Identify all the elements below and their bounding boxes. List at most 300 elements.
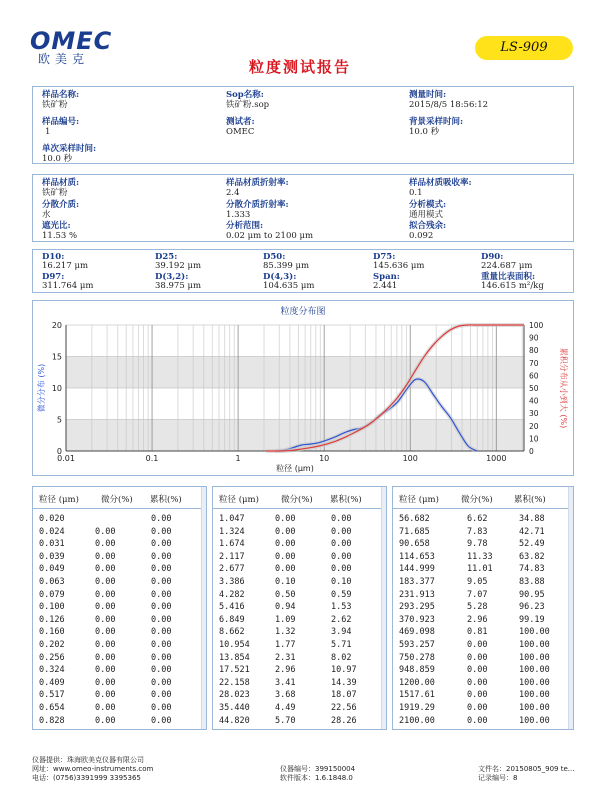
cell-cumulative: 100.00	[519, 652, 550, 663]
absorption-value: 0.1	[409, 188, 423, 198]
specific-surface-area-label: 重量比表面积:	[481, 272, 536, 282]
dispersant-value: 水	[42, 210, 51, 220]
cell-cumulative: 0.00	[331, 514, 352, 524]
table-row	[393, 690, 573, 702]
footer-version: 软件版本：1.6.1848.0	[280, 774, 353, 782]
table-row	[393, 590, 573, 602]
bg-time-value: 10.0 秒	[409, 127, 440, 137]
cell-cumulative: 100.00	[519, 665, 550, 676]
cell-size: 114.653	[399, 551, 435, 562]
cell-cumulative: 0.00	[331, 539, 352, 550]
header-size: 粒径 (μm)	[219, 495, 259, 505]
table-row	[213, 690, 386, 702]
data-table-3[interactable]	[392, 486, 574, 730]
cell-size: 144.999	[399, 564, 435, 575]
cell-cumulative: 0.00	[331, 526, 352, 537]
table-header	[33, 487, 206, 509]
cell-size: 1517.61	[399, 690, 435, 701]
sop-name-label: Sop名称:	[226, 90, 264, 100]
footer-provider: 仪器提供：珠海欧美克仪器有限公司	[32, 756, 144, 764]
cell-differential: 0.00	[95, 665, 116, 676]
dispersant-ri-label: 分散介质折射率:	[226, 200, 289, 210]
cell-differential: 4.49	[275, 703, 296, 713]
cell-differential: 0.00	[467, 665, 488, 676]
absorption-label: 样品材质吸收率:	[409, 178, 472, 188]
table-row	[33, 716, 206, 728]
table-row	[33, 640, 206, 652]
table-row	[213, 539, 386, 551]
y2-tick-label: 50	[529, 384, 539, 393]
cell-size: 0.160	[39, 627, 65, 638]
cell-cumulative: 34.88	[519, 514, 545, 524]
cell-cumulative: 0.10	[331, 577, 352, 587]
cell-cumulative: 0.00	[151, 677, 172, 688]
cell-size: 593.257	[399, 640, 435, 650]
footer-serial: 仪器编号：399150004	[280, 765, 356, 773]
cell-cumulative: 83.88	[519, 577, 545, 587]
header-cumulative: 累积(%)	[330, 495, 362, 505]
cell-differential: 0.00	[95, 551, 116, 562]
y2-tick-label: 20	[529, 421, 539, 431]
y2-tick-label: 80	[529, 346, 539, 356]
x-tick-label: 0.1	[145, 454, 159, 463]
x-tick-label: 0.01	[57, 454, 75, 463]
cell-size: 1.324	[219, 526, 245, 537]
d32-value: 38.975 μm	[155, 281, 202, 291]
logo-chinese: 欧美克	[38, 52, 90, 66]
table-row	[393, 716, 573, 728]
analysis-range-value: 0.02 μm to 2100 μm	[226, 231, 314, 241]
cell-size: 2100.00	[399, 715, 435, 726]
cell-size: 35.440	[219, 703, 250, 713]
footer-right	[478, 756, 574, 783]
cell-differential: 0.00	[275, 564, 296, 575]
cell-size: 1.047	[219, 514, 245, 524]
header-differential: 微分(%)	[461, 495, 493, 505]
table-row	[213, 590, 386, 602]
cell-cumulative: 52.49	[519, 539, 545, 550]
table-row	[33, 527, 206, 539]
specific-surface-area-value: 146.615 m²/kg	[481, 281, 544, 291]
cell-cumulative: 28.26	[331, 715, 357, 726]
cell-size: 0.202	[39, 640, 65, 650]
data-table-1[interactable]	[32, 486, 207, 730]
cell-differential: 0.00	[275, 551, 296, 562]
cell-cumulative: 0.59	[331, 589, 352, 600]
d32-label: D(3,2):	[155, 272, 189, 282]
cell-cumulative: 74.83	[519, 564, 545, 575]
y2-tick-label: 60	[529, 371, 539, 381]
span-value: 2.441	[373, 281, 398, 291]
cell-differential: 0.00	[95, 677, 116, 688]
material-label: 样品材质:	[42, 178, 80, 188]
cell-size: 28.023	[219, 690, 250, 701]
cell-differential: 1.09	[275, 614, 296, 625]
cell-cumulative: 2.62	[331, 614, 352, 625]
cell-cumulative: 0.00	[151, 514, 172, 524]
cell-differential: 5.70	[275, 715, 296, 726]
single-time-value: 10.0 秒	[42, 154, 73, 164]
cell-cumulative: 5.71	[331, 640, 352, 650]
cell-cumulative: 0.00	[151, 715, 172, 726]
analysis-mode-label: 分析模式:	[409, 200, 447, 210]
cell-cumulative: 0.00	[151, 627, 172, 638]
cell-differential: 0.10	[275, 577, 296, 587]
obscuration-value: 11.53 %	[42, 231, 78, 241]
d50-value: 85.399 μm	[263, 261, 310, 271]
cell-size: 370.923	[399, 614, 435, 625]
model-badge: LS-909	[475, 36, 573, 60]
cell-differential: 0.00	[95, 640, 116, 650]
cell-size: 0.020	[39, 514, 65, 524]
cell-size: 469.098	[399, 627, 435, 638]
header-differential: 微分(%)	[281, 495, 313, 505]
cell-differential: 7.83	[467, 526, 488, 537]
logo-wordmark: OMEC	[30, 27, 113, 55]
y-axis-label: 微分分布 (%)	[37, 363, 46, 413]
analysis-mode-value: 通用模式	[409, 210, 444, 220]
cell-size: 0.079	[39, 589, 65, 600]
table-row	[393, 577, 573, 589]
table-row	[213, 716, 386, 728]
x-tick-label: 1000	[486, 454, 507, 463]
cell-differential: 0.00	[95, 589, 116, 600]
cell-size: 0.654	[39, 703, 65, 713]
cell-size: 90.658	[399, 539, 430, 550]
cell-cumulative: 0.00	[151, 703, 172, 713]
footer-website: 网址：www.omeo-instruments.com	[32, 765, 154, 773]
cell-cumulative: 0.00	[151, 551, 172, 562]
cell-differential: 0.00	[95, 715, 116, 726]
d43-label: D(4,3):	[263, 272, 297, 282]
cell-size: 5.416	[219, 602, 245, 613]
cell-size: 0.049	[39, 564, 65, 575]
table-scrollbar[interactable]	[568, 487, 573, 729]
y2-tick-label: 40	[529, 396, 539, 406]
table-row	[393, 527, 573, 539]
table-header	[213, 487, 386, 509]
table-row	[33, 539, 206, 551]
footer-left	[32, 756, 153, 783]
table-row	[33, 665, 206, 677]
header-cumulative: 累积(%)	[150, 495, 182, 505]
tester-label: 测试者:	[226, 117, 255, 127]
table-row	[33, 690, 206, 702]
d75-label: D75:	[373, 252, 396, 262]
d50-label: D50:	[263, 252, 286, 262]
fit-residual-value: 0.092	[409, 231, 434, 241]
header-size: 粒径 (μm)	[399, 495, 439, 505]
cell-size: 750.278	[399, 652, 435, 663]
cell-cumulative: 90.95	[519, 589, 545, 600]
cell-differential: 0.00	[467, 715, 488, 726]
cell-size: 8.662	[219, 627, 245, 638]
cell-differential: 0.00	[95, 602, 116, 613]
cell-differential: 0.00	[467, 690, 488, 701]
cell-differential: 3.68	[275, 690, 296, 701]
d97-label: D97:	[42, 272, 65, 282]
y2-tick-label: 100	[529, 321, 544, 330]
table-row	[393, 703, 573, 715]
table-row	[393, 564, 573, 576]
cell-differential: 5.28	[467, 602, 488, 613]
cell-size: 0.517	[39, 690, 65, 701]
table-row	[33, 615, 206, 627]
d90-value: 224.687 μm	[481, 261, 533, 271]
cell-cumulative: 1.53	[331, 602, 352, 613]
cell-differential: 3.41	[275, 677, 296, 688]
table-row	[213, 665, 386, 677]
table-row	[393, 627, 573, 639]
table-row	[393, 514, 573, 526]
tester-value: OMEC	[226, 127, 255, 137]
cell-size: 231.913	[399, 589, 435, 600]
d97-value: 311.764 μm	[42, 281, 94, 291]
cell-size: 183.377	[399, 577, 435, 587]
y-tick-label: 10	[51, 384, 62, 393]
table-row	[33, 552, 206, 564]
sample-no-value: 1	[45, 127, 51, 137]
cell-differential: 9.05	[467, 577, 488, 587]
cell-size: 1919.29	[399, 703, 435, 713]
table-row	[213, 627, 386, 639]
material-value: 铁矿粉	[42, 188, 68, 198]
y2-tick-label: 10	[529, 434, 539, 444]
cell-cumulative: 0.00	[151, 614, 172, 625]
cell-cumulative: 100.00	[519, 703, 550, 713]
cell-size: 2.677	[219, 564, 245, 575]
cell-differential: 0.00	[275, 526, 296, 537]
cell-size: 2.117	[219, 551, 245, 562]
cell-differential: 0.00	[95, 627, 116, 638]
cell-cumulative: 10.97	[331, 665, 357, 676]
cell-size: 0.039	[39, 551, 65, 562]
cell-size: 0.063	[39, 577, 65, 587]
span-label: Span:	[373, 272, 400, 282]
table-row	[213, 527, 386, 539]
cell-size: 3.386	[219, 577, 245, 587]
footer-filename: 文件名：20150805_909 te...	[478, 765, 575, 773]
cell-differential: 2.96	[275, 665, 296, 676]
table-row	[33, 577, 206, 589]
cell-differential: 0.00	[467, 677, 488, 688]
cell-size: 17.521	[219, 665, 250, 676]
obscuration-label: 遮光比:	[42, 221, 71, 231]
table-row	[213, 577, 386, 589]
cell-cumulative: 0.00	[151, 539, 172, 550]
cell-cumulative: 100.00	[519, 690, 550, 701]
sop-name-value: 铁矿粉.sop	[226, 100, 270, 110]
table-row	[213, 678, 386, 690]
cell-cumulative: 100.00	[519, 715, 550, 726]
data-table-2[interactable]	[212, 486, 387, 730]
table-row	[393, 653, 573, 665]
d25-label: D25:	[155, 252, 178, 262]
cell-cumulative: 100.00	[519, 627, 550, 638]
cell-size: 0.409	[39, 677, 65, 688]
distribution-chart-panel	[32, 300, 574, 476]
cell-differential: 0.00	[95, 526, 116, 537]
grid-band	[66, 357, 524, 389]
table-row	[393, 602, 573, 614]
grid-band	[66, 325, 524, 357]
cell-differential: 0.00	[95, 539, 116, 550]
cell-size: 0.828	[39, 715, 65, 726]
analysis-range-label: 分析范围:	[226, 221, 264, 231]
cell-differential: 2.96	[467, 614, 488, 625]
cell-size: 1200.00	[399, 677, 435, 688]
table-row	[33, 590, 206, 602]
sample-no-label: 样品编号:	[42, 117, 80, 127]
table-row	[213, 703, 386, 715]
d90-label: D90:	[481, 252, 504, 262]
cell-size: 0.324	[39, 665, 65, 676]
cell-cumulative: 100.00	[519, 640, 550, 650]
cell-differential: 11.33	[467, 551, 493, 562]
single-time-label: 单次采样时间:	[42, 144, 97, 154]
cell-cumulative: 8.02	[331, 652, 352, 663]
cell-cumulative: 22.56	[331, 703, 357, 713]
cell-differential: 1.32	[275, 627, 296, 638]
dispersant-label: 分散介质:	[42, 200, 80, 210]
cell-size: 0.256	[39, 652, 65, 663]
header-size: 粒径 (μm)	[39, 495, 79, 505]
cell-differential: 0.00	[95, 577, 116, 587]
cell-size: 10.954	[219, 640, 250, 650]
header-cumulative: 累积(%)	[514, 495, 546, 505]
y2-tick-label: 70	[529, 358, 539, 368]
y2-axis-label: 累积分布从小到大 (%)	[559, 347, 568, 429]
cell-differential: 1.77	[275, 640, 296, 650]
table-scrollbar[interactable]	[381, 487, 386, 729]
y2-tick-label: 0	[529, 447, 534, 456]
d43-value: 104.635 μm	[263, 281, 315, 291]
cell-cumulative: 0.00	[151, 602, 172, 613]
cell-cumulative: 0.00	[151, 652, 172, 663]
table-row	[213, 602, 386, 614]
material-panel	[32, 174, 574, 242]
cell-differential: 0.00	[95, 564, 116, 575]
cell-differential: 2.31	[275, 652, 296, 663]
cell-differential: 0.00	[95, 614, 116, 625]
header-differential: 微分(%)	[101, 495, 133, 505]
table-row	[393, 640, 573, 652]
grid-band	[66, 388, 524, 420]
sample-info-panel	[32, 86, 574, 164]
y-tick-label: 15	[51, 352, 62, 362]
measure-time-value: 2015/8/5 18:56:12	[409, 100, 489, 110]
table-row	[213, 640, 386, 652]
cell-differential: 0.94	[275, 602, 296, 613]
cell-size: 4.282	[219, 589, 245, 600]
table-row	[33, 678, 206, 690]
cell-cumulative: 0.00	[151, 526, 172, 537]
cell-differential: 0.00	[95, 703, 116, 713]
table-row	[213, 552, 386, 564]
cell-differential: 0.50	[275, 589, 296, 600]
fit-residual-label: 拟合残余:	[409, 221, 447, 231]
sample-name-label: 样品名称:	[42, 90, 80, 100]
distribution-chart	[33, 301, 573, 475]
bg-time-label: 背景采样时间:	[409, 117, 464, 127]
cell-cumulative: 0.00	[151, 564, 172, 575]
cell-size: 1.674	[219, 539, 245, 550]
x-axis-label: 粒径 (μm)	[276, 464, 314, 473]
cell-size: 13.854	[219, 652, 250, 663]
table-row	[393, 665, 573, 677]
refractive-index-label: 样品材质折射率:	[226, 178, 289, 188]
cell-differential: 9.78	[467, 539, 488, 550]
table-row	[33, 602, 206, 614]
table-row	[33, 703, 206, 715]
x-tick-label: 1	[235, 454, 241, 463]
y-tick-label: 5	[56, 415, 62, 425]
cell-size: 56.682	[399, 514, 430, 524]
cell-size: 0.031	[39, 539, 65, 550]
table-row	[33, 653, 206, 665]
cell-cumulative: 18.07	[331, 690, 357, 701]
table-row	[393, 615, 573, 627]
cell-size: 293.295	[399, 602, 435, 613]
cell-cumulative: 100.00	[519, 677, 550, 688]
x-tick-label: 10	[319, 454, 330, 463]
x-tick-label: 100	[402, 454, 418, 463]
cell-differential: 0.00	[275, 514, 296, 524]
statistics-panel	[32, 249, 574, 293]
cell-differential: 0.00	[467, 652, 488, 663]
cell-cumulative: 0.00	[331, 564, 352, 575]
d10-value: 16.217 μm	[42, 261, 89, 271]
cell-size: 0.024	[39, 526, 65, 537]
cell-cumulative: 0.00	[151, 690, 172, 701]
cell-cumulative: 42.71	[519, 526, 545, 537]
cell-differential: 6.62	[467, 514, 488, 524]
cell-cumulative: 0.00	[151, 665, 172, 676]
table-row	[33, 514, 206, 526]
cell-size: 44.820	[219, 715, 250, 726]
cell-differential: 0.81	[467, 627, 488, 638]
d75-value: 145.636 μm	[373, 261, 425, 271]
sample-name-value: 铁矿粉	[42, 100, 68, 110]
table-row	[213, 564, 386, 576]
measure-time-label: 测量时间:	[409, 90, 447, 100]
d10-label: D10:	[42, 252, 65, 262]
cell-cumulative: 0.00	[151, 640, 172, 650]
cell-differential: 0.00	[95, 652, 116, 663]
cell-differential: 0.00	[467, 640, 488, 650]
cell-differential: 0.00	[95, 690, 116, 701]
cell-differential: 7.07	[467, 589, 488, 600]
table-row	[33, 627, 206, 639]
table-row	[393, 678, 573, 690]
table-scrollbar[interactable]	[201, 487, 206, 729]
cell-size: 0.126	[39, 614, 65, 625]
cell-size: 6.849	[219, 614, 245, 625]
cell-differential: 0.00	[275, 539, 296, 550]
cell-size: 71.685	[399, 526, 430, 537]
table-row	[393, 552, 573, 564]
table-row	[213, 514, 386, 526]
d25-value: 39.192 μm	[155, 261, 202, 271]
cell-cumulative: 96.23	[519, 602, 545, 613]
table-header	[393, 487, 573, 509]
cell-cumulative: 0.00	[331, 551, 352, 562]
y2-tick-label: 90	[529, 333, 539, 343]
y2-tick-label: 30	[529, 409, 539, 419]
refractive-index-value: 2.4	[226, 188, 240, 198]
table-row	[393, 539, 573, 551]
table-row	[33, 564, 206, 576]
